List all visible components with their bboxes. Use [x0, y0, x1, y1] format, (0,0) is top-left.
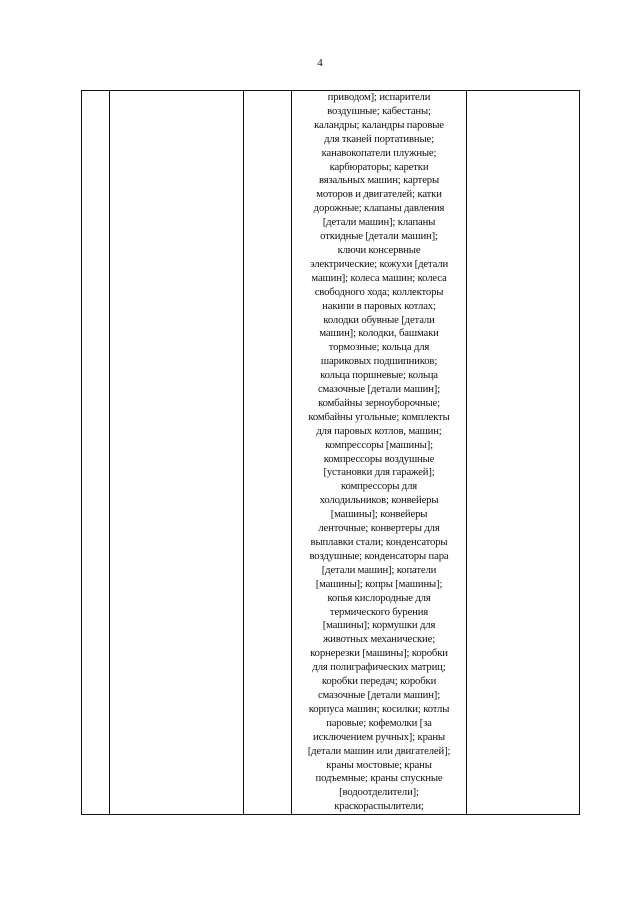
page-number: 4 — [317, 57, 323, 69]
goods-list-cell — [292, 91, 467, 815]
table-row — [82, 91, 580, 815]
empty-cell-trademark — [110, 91, 244, 815]
goods-table — [81, 90, 580, 815]
empty-cell-class — [244, 91, 292, 815]
empty-cell-notes — [467, 91, 580, 815]
empty-cell-number — [82, 91, 110, 815]
goods-list-text: приводом]; испарители воздушные; кабестаны; каландры; каландры паровые для тканей портативные; канавокопатели плужные; карбюраторы; каретки вязальных машин; картеры моторов и двигателей; катки дорожные; клапаны давления [детали машин]; клапаны откидные [детали машин]; ключи консервные электрические; кожухи [детали машин]; колеса машин; колеса свободного хода; коллекторы накипи в паровых котлах; колодки обувные [детали машин]; колодки, башмаки тормозные; кольца для шариковых подшипников; кольца поршневые; кольца смазочные [детали машин]; комбайны зерноуборочные; комбайны угольные; комплекты для паровых котлов, машин; компрессоры [машины]; компрессоры воздушные [установки для гаражей]; компрессоры для холодильников; конвейеры [машины]; конвейеры ленточные; конвертеры для выплавки стали; конденсаторы воздушные; конденсаторы пара [детали машин]; копатели [машины]; копры [машины]; копья кислородные для термического бурения [машины]; кормушки для животных механические; корнерезки [машины]; коробки для полиграфических матриц; коробки передач; коробки смазочные [детали машин]; корпуса машин; косилки; котлы паровые; кофемолки [за исключением ручных]; краны [детали машин или двигателей]; краны мостовые; краны подъемные; краны спускные [водоотделители]; краскораспылители; — [307, 91, 451, 813]
